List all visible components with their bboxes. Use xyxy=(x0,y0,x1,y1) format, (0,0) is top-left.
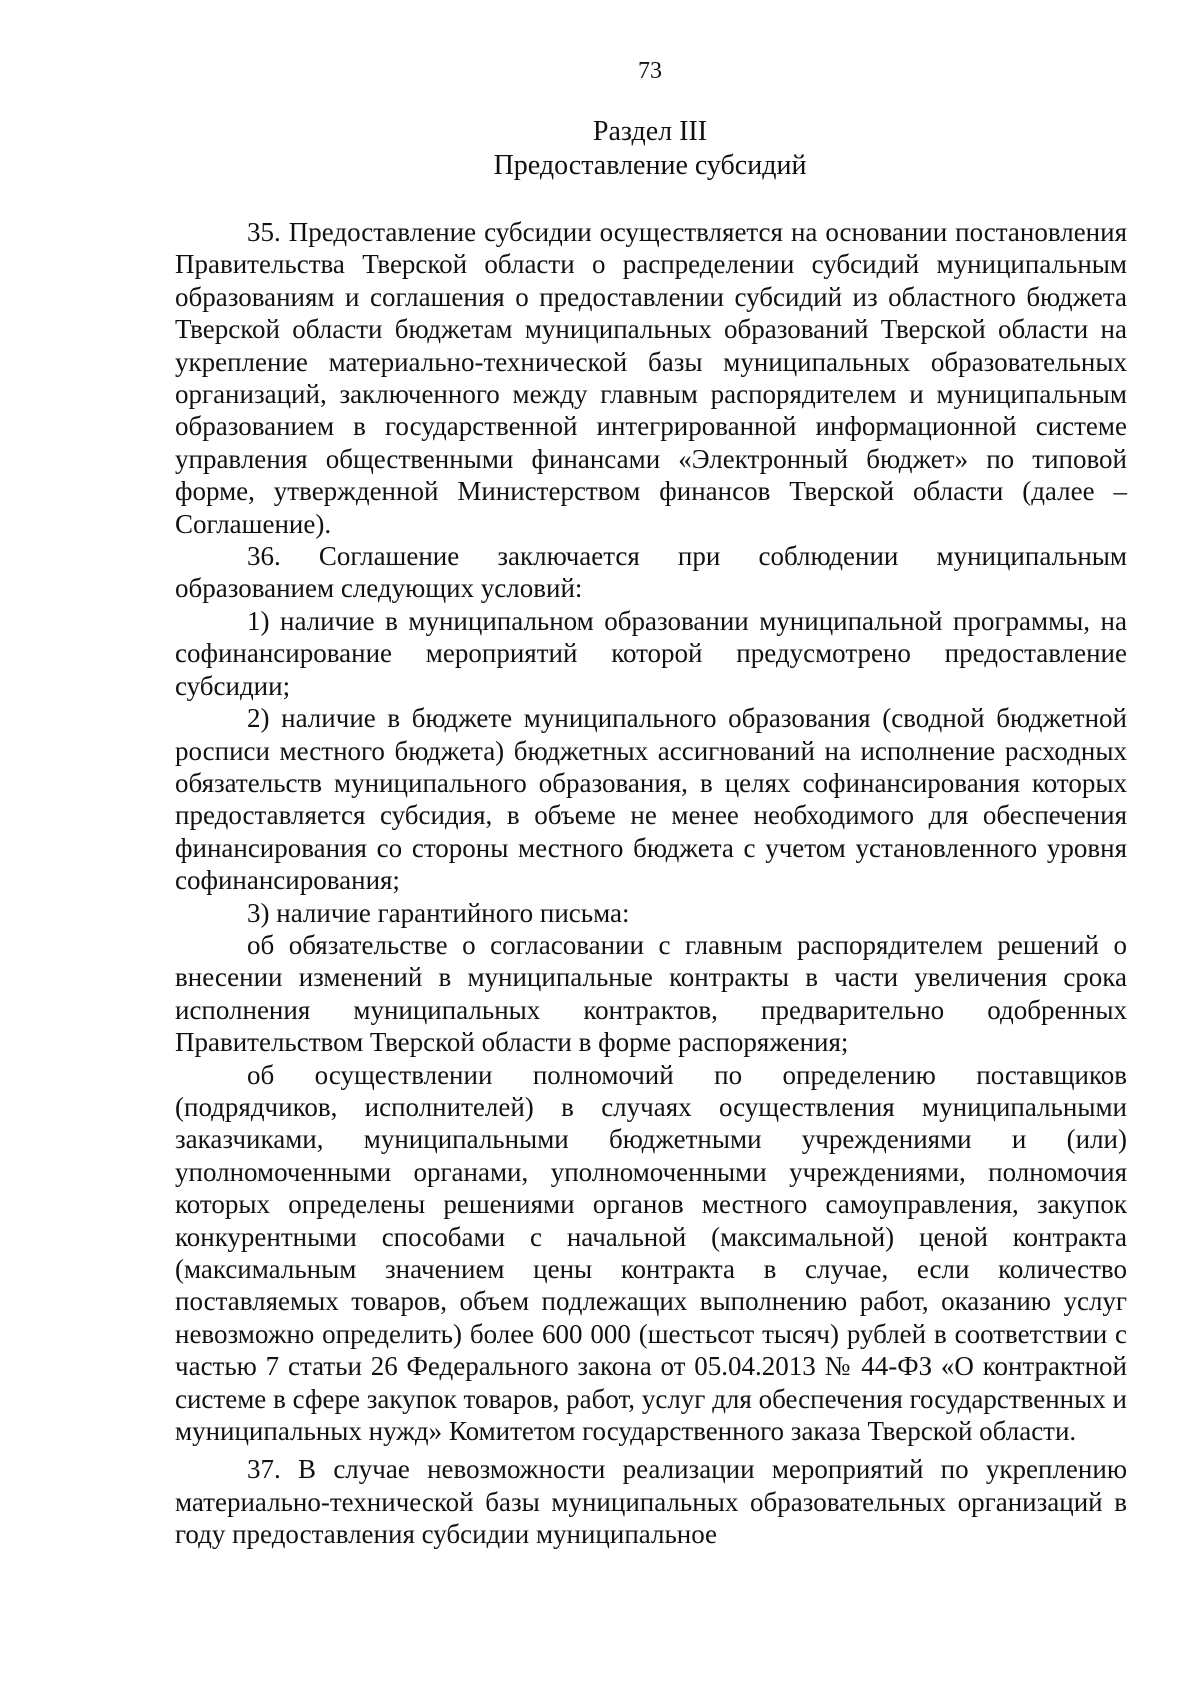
section-label: Раздел III xyxy=(592,116,708,147)
paragraph-36: 36. Соглашение заключается при соблюдении муниципальным образованием следующих условий: xyxy=(175,541,1127,604)
page-number: 73 xyxy=(638,58,662,84)
paragraph-35: 35. Предоставление субсидии осуществляется на основании постановления Правительства Тверской области о распределении субсидий муниципальным образованиям и соглашения о предоставлении субсидий из областного бюджета Тверской области бюджетам муниципальных образований Тверской области на укрепление материально-технической базы муниципальных образовательных организаций, заключенного между главным распорядителем и муниципальным образованием в государственной интегрированной информационной системе управления общественными финансами «Электронный бюджет» по типовой форме, утвержденной Министерством финансов Тверской области (далее – Соглашение). xyxy=(175,217,1127,539)
guarantee-letter-item-2: об осуществлении полномочий по определению поставщиков (подрядчиков, исполнителей) в случаях осуществления муниципальными заказчиками, муниципальными бюджетными учреждениями и (или) уполномоченными органами, уполномоченными учреждениями, полномочия которых определены решениями органов местного самоуправления, закупок конкурентными способами с начальной (максимальной) ценой контракта (максимальным значением цены контракта в случае, если количество поставляемых товаров, объем подлежащих выполнению работ, оказанию услуг невозможно определить) более 600 000 (шестьсот тысяч) рублей в соответствии с частью 7 статьи 26 Федерального закона от 05.04.2013 № 44-ФЗ «О контрактной системе в сфере закупок товаров, работ, услуг для обеспечения государственных и муниципальных нужд» Комитетом государственного заказа Тверской области. xyxy=(175,1059,1127,1447)
condition-2: 2) наличие в бюджете муниципального образования (сводной бюджетной росписи местного бюджета) бюджетных ассигнований на исполнение расходных обязательств муниципального образования, в целях софинансирования которых предоставляется субсидия, в объеме не менее необходимого для обеспечения финансирования со стороны местного бюджета с учетом установленного уровня софинансирования; xyxy=(175,703,1127,896)
condition-1: 1) наличие в муниципальном образовании муниципальной программы, на софинансирование мероприятий которой предусмотрено предоставление субсидии; xyxy=(175,605,1127,701)
document-body xyxy=(175,216,1127,1551)
condition-3: 3) наличие гарантийного письма: xyxy=(247,897,630,928)
paragraph-37: 37. В случае невозможности реализации мероприятий по укреплению материально-технической базы муниципальных образовательных организаций в году предоставления субсидии муниципальное xyxy=(175,1454,1127,1550)
guarantee-letter-item-1: об обязательстве о согласовании с главным распорядителем решений о внесении изменений в муниципальные контракты в части увеличения срока исполнения муниципальных контрактов, предварительно одобренных Правительством Тверской области в форме распоряжения; xyxy=(175,929,1127,1058)
section-title: Предоставление субсидий xyxy=(493,150,807,181)
